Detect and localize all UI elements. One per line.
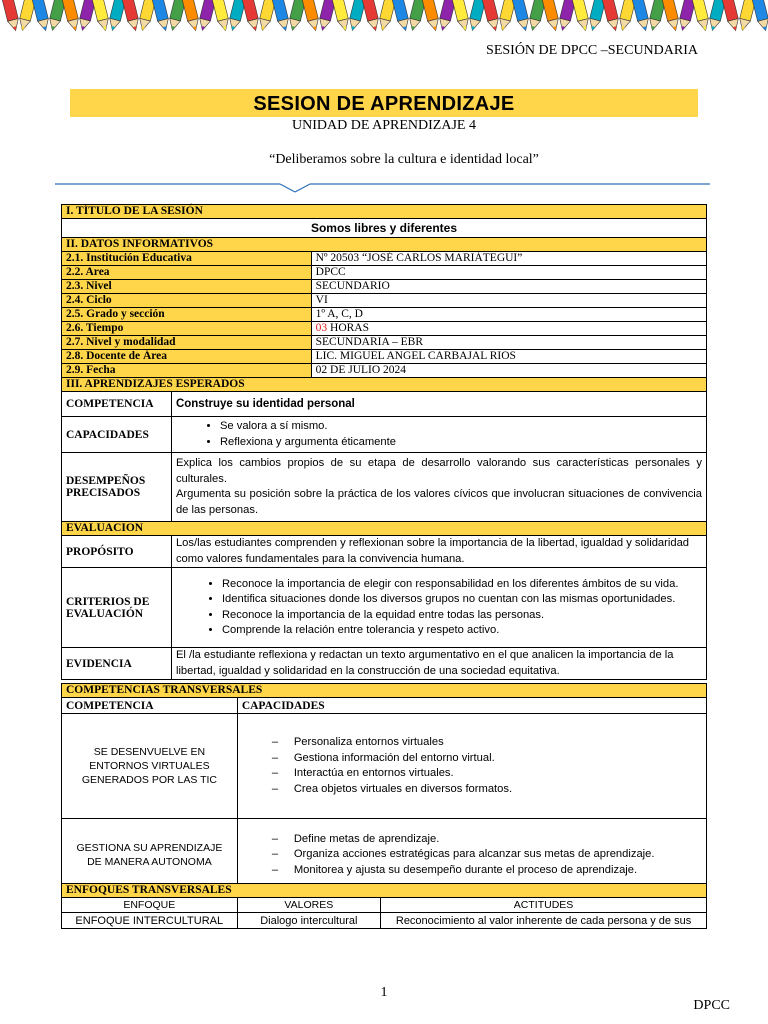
footer-label: DPCC [693,998,730,1013]
col-valores-header: VALORES [237,898,381,913]
unit-title: UNIDAD DE APRENDIZAJE 4 [292,118,476,133]
actitud-cell: Reconocimiento al valor inherente de cada persona y de sus [381,913,707,929]
list-item: – Interactúa en entornos virtuales. [272,766,702,782]
datos-value: DPCC [311,266,706,280]
criterios-list [171,568,706,648]
col-enfoque-header: ENFOQUE [62,898,238,913]
competencia-value: Construye su identidad personal [171,392,706,417]
section-datos-header: II. DATOS INFORMATIVOS [62,238,707,252]
datos-value: Nº 20503 “JOSÉ CARLOS MARIÁTEGUI” [311,252,706,266]
section-evaluacion-header: EVALUACION [62,522,707,536]
list-item: – Monitorea y ajusta su desempeño durante el proceso de aprendizaje. [272,863,702,879]
tiempo-number: 03 [315,322,328,334]
datos-value [311,322,706,336]
enfoque-cell: ENFOQUE INTERCULTURAL [62,913,238,929]
tiempo-unit: HORAS [327,322,369,334]
datos-value: SECUNDARIO [311,280,706,294]
section-title-header: I. TÍTULO DE LA SESIÓN [62,205,707,219]
datos-label: 2.2. Area [62,266,312,280]
datos-value: VI [311,294,706,308]
list-item: • Comprende la relación entre tolerancia y respeto activo. [222,623,702,639]
col-actitudes-header: ACTITUDES [381,898,707,913]
section-aprendizajes-header: III. APRENDIZAJES ESPERADOS [62,378,707,392]
competencia-label: COMPETENCIA [62,392,172,417]
capacidades-tic [237,714,706,819]
competencia-tic: SE DESENVUELVE EN ENTORNOS VIRTUALES GENERADOS POR LAS TIC [62,714,238,819]
desempeno-paragraph: Argumenta su posición sobre la práctica de los valores cívicos que involucran situaciones de convivencia de las personas. [175,488,702,516]
proposito-label: PROPÓSITO [62,536,172,568]
datos-label: 2.3. Nivel [62,280,312,294]
datos-value: 1º A, C, D [311,308,706,322]
desempenos-text [171,453,706,522]
competencias-transversales-table [61,683,707,892]
pencil-border-decoration [0,0,768,34]
datos-label: 2.6. Tiempo [62,322,312,336]
datos-label: 2.1. Institución Educativa [62,252,312,266]
datos-label: 2.7. Nivel y modalidad [62,336,312,350]
competencia-autonoma: GESTIONA SU APRENDIZAJE DE MANERA AUTONOMA [62,819,238,892]
col-competencia-header: COMPETENCIA [62,698,238,714]
section-enfoques-header: ENFOQUES TRANSVERSALES [62,884,707,898]
list-item: • Se valora a sí mismo. [220,419,702,435]
evidencia-label: EVIDENCIA [62,648,172,680]
enfoques-table [61,883,707,929]
list-item: • Reconoce la importancia de la equidad entre todas las personas. [222,608,702,624]
section-comp-trans-header: COMPETENCIAS TRANSVERSALES [62,684,707,698]
valor-cell: Dialogo intercultural [237,913,381,929]
unit-quote: “Deliberamos sobre la cultura e identidad local” [269,152,539,167]
list-item: • Reconoce la importancia de elegir con responsabilidad en los diferentes ámbitos de su vida. [222,577,702,593]
datos-label: 2.4. Ciclo [62,294,312,308]
page-title-bar [70,89,698,117]
criterios-label: CRITERIOS DE EVALUACIÓN [62,568,172,648]
desempeno-paragraph: Explica los cambios propios de su etapa de desarrollo valorando sus características personales y culturales. [175,457,702,485]
datos-value: SECUNDARIA – EBR [311,336,706,350]
datos-label: 2.5. Grado y sección [62,308,312,322]
page-number: 1 [380,985,388,1000]
list-item: – Personaliza entornos virtuales [272,735,702,751]
capacidades-label: CAPACIDADES [62,417,172,453]
col-capacidades-header: CAPACIDADES [237,698,706,714]
list-item: • Reflexiona y argumenta éticamente [220,435,702,451]
list-item: • Identifica situaciones donde los diversos grupos no cuentan con las mismas oportunidades. [222,592,702,608]
page-title: SESION DE APRENDIZAJE [253,93,515,115]
list-item: – Organiza acciones estratégicas para alcanzar sus metas de aprendizaje. [272,847,702,863]
evidencia-text: El /la estudiante reflexiona y redactan un texto argumentativo en el que analicen la importancia de la libertad, igualdad y solidaridad en la construcción de una sociedad equitativa. [171,648,706,680]
datos-value: LIC. MIGUEL ANGEL CARBAJAL RIOS [311,350,706,364]
capacidades-autonoma [237,819,706,892]
datos-label: 2.9. Fecha [62,364,312,378]
list-item: – Define metas de aprendizaje. [272,832,702,848]
capacidades-list [171,417,706,453]
datos-label: 2.8. Docente de Área [62,350,312,364]
proposito-text: Los/las estudiantes comprenden y reflexionan sobre la importancia de la libertad, igualdad y solidaridad como valores fundamentales para la convivencia humana. [171,536,706,568]
divider-decoration [55,178,710,198]
session-table [61,204,707,680]
header-subject: SESIÓN DE DPCC –SECUNDARIA [486,43,698,58]
desempenos-label: DESEMPEÑOS PRECISADOS [62,453,172,522]
list-item: – Crea objetos virtuales en diversos formatos. [272,782,702,798]
session-title: Somos libres y diferentes [62,219,707,238]
datos-value: 02 DE JULIO 2024 [311,364,706,378]
list-item: – Gestiona información del entorno virtual. [272,751,702,767]
